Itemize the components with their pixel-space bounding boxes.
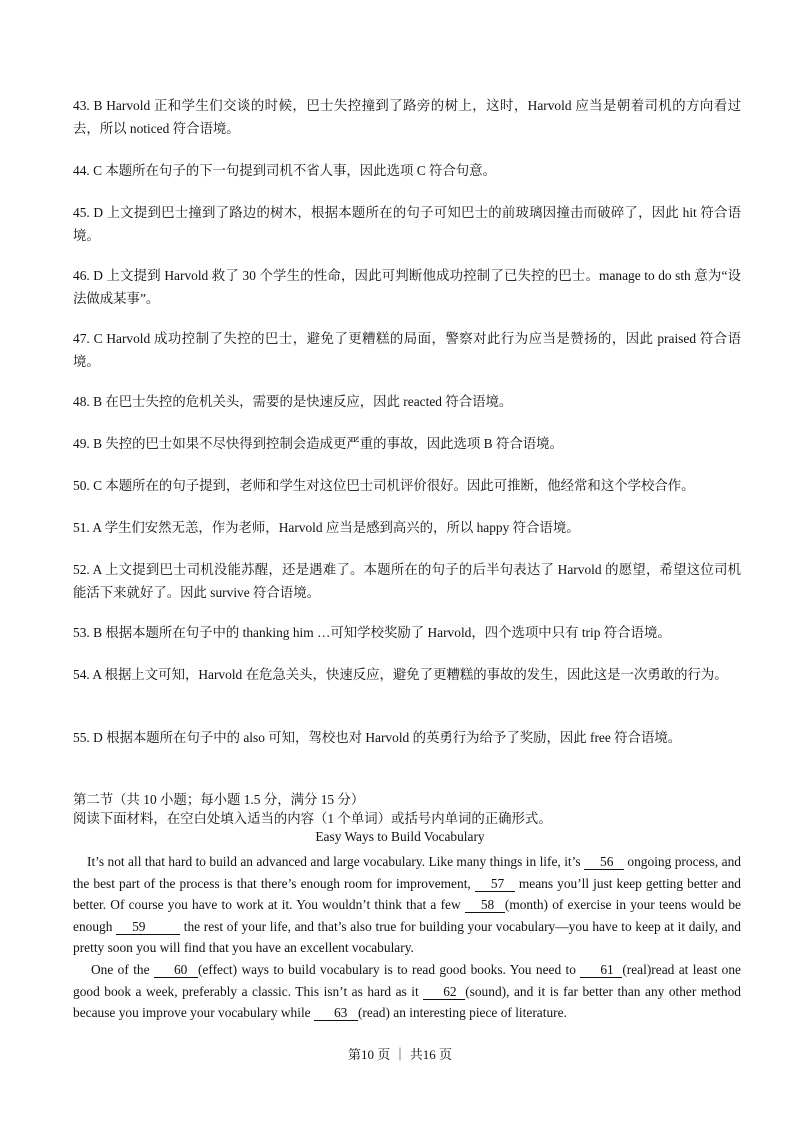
- p2-text-2: (effect) ways to build vocabulary is to read good books. You need to: [197, 962, 581, 977]
- answer-49: 49. B 失控的巴士如果不尽快得到控制会造成更严重的事故，因此选项 B 符合语境。: [73, 436, 563, 451]
- blank-60[interactable]: 60: [154, 962, 198, 978]
- blank-56[interactable]: 56: [584, 854, 624, 870]
- p1-text-2: ongoing process, and the best part of the process is that there’s enough room for improvement,: [73, 854, 741, 891]
- answer-48: 48. B 在巴士失控的危机关头，需要的是快速反应，因此 reacted 符合语境。: [73, 394, 513, 409]
- answer-45: 45. D 上文提到巴士撞到了路边的树木，根据本题所在的句子可知巴士的前玻璃因撞击而破碎了，因此 hit 符合语境。: [73, 205, 741, 243]
- blank-61[interactable]: 61: [580, 962, 622, 978]
- answer-43: 43. B Harvold 正和学生们交谈的时候，巴士失控撞到了路旁的树上，这时，Harvold 应当是朝着司机的方向看过去，所以 noticed 符合语境。: [73, 98, 741, 136]
- answer-50: 50. C 本题所在的句子提到，老师和学生对这位巴士司机评价很好。因此可推断，他经常和这个学校合作。: [73, 478, 695, 493]
- p2-text-3: (real)read at least one good book a week, preferably a classic. This isn’t as hard as it: [73, 962, 741, 999]
- answer-54: 54. A 根据上文可知，Harvold 在危急关头，快速反应，避免了更糟糕的事故的发生，因此这是一次勇敢的行为。: [73, 667, 728, 682]
- p1-text-3: means you’ll just keep getting better and better. Of course you have to work at it. You wouldn’t think that a few: [73, 875, 741, 913]
- blank-59[interactable]: 59: [116, 919, 180, 935]
- answer-53: 53. B 根据本题所在句子中的 thanking him …可知学校奖励了 Harvold，四个选项中只有 trip 符合语境。: [73, 625, 671, 640]
- blank-63[interactable]: 63: [314, 1005, 358, 1021]
- blank-57[interactable]: 57: [475, 876, 515, 892]
- p1-text-4: (month) of exercise in your teens would be enough: [73, 897, 741, 934]
- answer-51: 51. A 学生们安然无恙，作为老师，Harvold 应当是感到高兴的，所以 happy 符合语境。: [73, 520, 580, 535]
- p2-text-4: (sound), and it is far better than any other method because you improve your vocabulary while: [73, 983, 741, 1021]
- answer-55: 55. D 根据本题所在句子中的 also 可知，驾校也对 Harvold 的英勇行为给予了奖励，因此 free 符合语境。: [73, 730, 682, 745]
- section-heading: 第二节（共 10 小题；每小题 1.5 分，满分 15 分）: [73, 792, 365, 807]
- answer-52: 52. A 上文提到巴士司机没能苏醒，还是遇难了。本题所在的句子的后半句表达了 Harvold 的愿望，希望这位司机能活下来就好了。因此 survive 符合语境。: [73, 562, 741, 600]
- page-footer: 第10 页 ｜ 共16 页: [347, 1047, 452, 1062]
- answer-46: 46. D 上文提到 Harvold 救了 30 个学生的性命，因此可判断他成功控制了已失控的巴士。manage to do sth 意为“设法做成某事”。: [73, 268, 741, 306]
- answer-47: 47. C Harvold 成功控制了失控的巴士，避免了更糟糕的局面，警察对此行为应当是赞扬的，因此 praised 符合语境。: [73, 331, 741, 369]
- p2-text-5: (read) an interesting piece of literature.: [357, 1005, 567, 1021]
- p2-text-1: One of the: [91, 962, 154, 977]
- p1-text-5: the rest of your life, and that’s also true for building your vocabulary—you have to keep at it daily, and pretty soon you will find that you have an excellent vocabulary.: [73, 918, 741, 956]
- blank-62[interactable]: 62: [423, 984, 465, 1000]
- p1-text-1: It’s not all that hard to build an advanced and large vocabulary. Like many things in life, it’s: [87, 854, 584, 869]
- passage-title: Easy Ways to Build Vocabulary: [315, 829, 485, 844]
- blank-58[interactable]: 58: [465, 897, 505, 913]
- answer-44: 44. C 本题所在句子的下一句提到司机不省人事，因此选项 C 符合句意。: [73, 163, 496, 178]
- passage-paragraph-2: [73, 959, 741, 1024]
- section-instruction: 阅读下面材料，在空白处填入适当的内容（1 个单词）或括号内单词的正确形式。: [73, 811, 552, 826]
- passage-paragraph-1: [73, 851, 741, 959]
